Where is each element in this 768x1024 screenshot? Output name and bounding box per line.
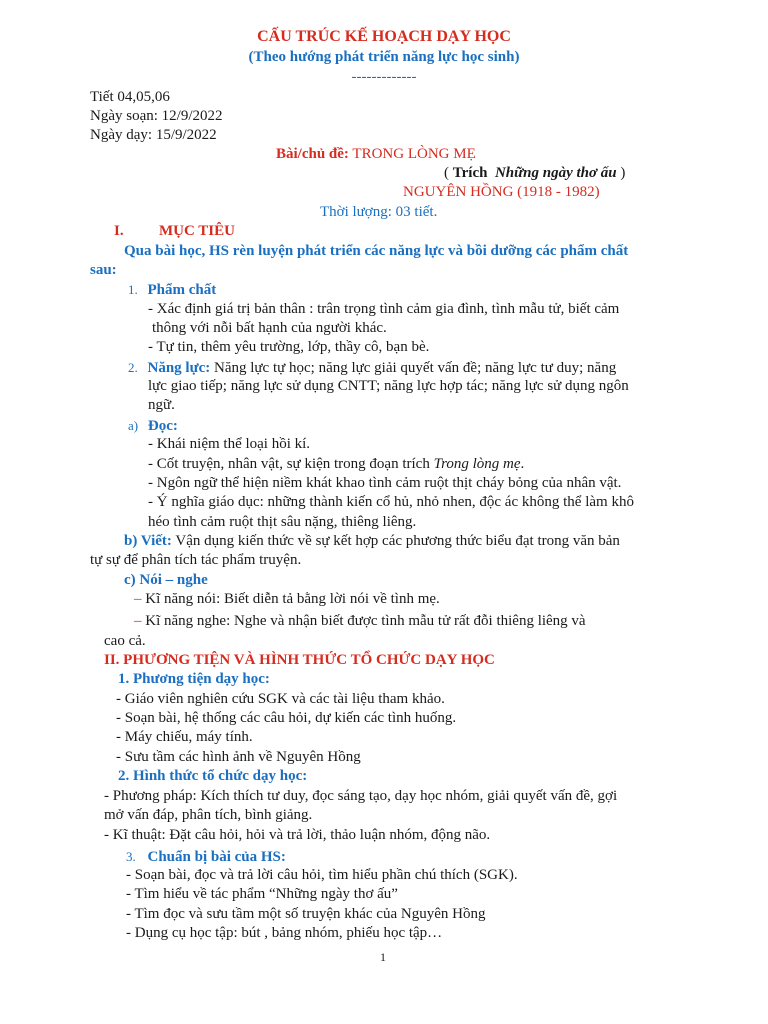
- viet-line2: tự sự để phân tích tác phẩm truyện.: [90, 552, 302, 568]
- noi-nghe-line1: [134, 590, 440, 609]
- noi-nghe-dash2: –: [134, 613, 142, 629]
- chuan-bi-item: - Tìm hiểu về tác phẩm “Những ngày thơ ấu”: [126, 886, 398, 902]
- pham-chat-num: 1.: [128, 282, 138, 297]
- noi-nghe-text1: Kĩ năng nói: Biết diễn tả bằng lời nói về tình mẹ.: [141, 591, 440, 607]
- doc-line5: héo tình cảm ruột thịt sâu nặng, thiêng liêng.: [148, 514, 417, 530]
- section1-intro-line2: sau:: [90, 262, 117, 278]
- chuan-bi-item: - Tìm đọc và sưu tầm một số truyện khác của Nguyên Hồng: [126, 906, 486, 922]
- lesson-author: NGUYÊN HỒNG (1918 - 1982): [403, 184, 600, 200]
- chuan-bi-heading: [126, 847, 286, 867]
- hinh-thuc-line1: - Phương pháp: Kích thích tư duy, đọc sáng tạo, dạy học nhóm, giải quyết vấn đề, gợi: [104, 788, 618, 804]
- chuan-bi-num: 3.: [126, 849, 136, 864]
- doc-subtitle: (Theo hướng phát triển năng lực học sinh): [248, 49, 520, 65]
- chuan-bi-item: - Dụng cụ học tập: bút , bảng nhóm, phiếu học tập…: [126, 925, 443, 941]
- noi-nghe-line2: [134, 612, 586, 631]
- nang-luc-num: 2.: [128, 360, 138, 375]
- phuong-tien-item: - Máy chiếu, máy tính.: [116, 729, 253, 745]
- viet-text1: Vận dụng kiến thức về sự kết hợp các phương thức biểu đạt trong văn bản: [171, 533, 620, 549]
- doc-num: a): [128, 418, 139, 433]
- pham-chat-line2: thông với nỗi bất hạnh của người khác.: [152, 320, 387, 336]
- doc-line4: - Ý nghĩa giáo dục: những thành kiến cổ hủ, nhỏ nhen, độc ác không thể làm khô: [148, 494, 634, 510]
- doc-line1: - Khái niệm thể loại hồi kí.: [148, 436, 311, 452]
- chuan-bi-item: - Soạn bài, đọc và trả lời câu hỏi, tìm hiểu phần chú thích (SGK).: [126, 867, 518, 883]
- section1-roman: I.: [114, 223, 124, 239]
- excerpt-close: ): [616, 165, 626, 181]
- hinh-thuc-line2: mở vấn đáp, phân tích, bình giảng.: [104, 807, 313, 823]
- pham-chat-title: Phẩm chất: [147, 282, 217, 298]
- hinh-thuc-line3: - Kĩ thuật: Đặt câu hỏi, hỏi và trả lời, thảo luận nhóm, động não.: [104, 827, 491, 843]
- doc-line2-pre: - Cốt truyện, nhân vật, sự kiện trong đoạn trích: [148, 456, 434, 472]
- nang-luc-title: Năng lực:: [147, 360, 211, 376]
- phuong-tien-item: - Soạn bài, hệ thống các câu hỏi, dự kiến các tình huống.: [116, 710, 457, 726]
- excerpt-work: Những ngày thơ ấu: [494, 165, 617, 181]
- lesson-name: TRONG LÒNG MẸ: [352, 146, 476, 162]
- doc-line2: [148, 455, 524, 474]
- noi-nghe-title: c) Nói – nghe: [124, 572, 208, 588]
- page-number: 1: [380, 950, 386, 964]
- hinh-thuc-title: 2. Hình thức tổ chức dạy học:: [118, 768, 308, 784]
- phuong-tien-item: - Sưu tầm các hình ảnh về Nguyên Hồng: [116, 749, 361, 765]
- viet-title: b) Viết:: [124, 533, 172, 549]
- pham-chat-line3: - Tự tin, thêm yêu trường, lớp, thầy cô, bạn bè.: [148, 339, 430, 355]
- doc-divider: -------------: [351, 69, 417, 85]
- doc-title: CẤU TRÚC KẾ HOẠCH DẠY HỌC: [257, 28, 511, 45]
- noi-nghe-text2: Kĩ năng nghe: Nghe và nhận biết được tình mẫu tử rất đỗi thiêng liêng và: [141, 613, 586, 629]
- doc-line3: - Ngôn ngữ thể hiện niềm khát khao tình cảm ruột thịt cháy bỏng của nhân vật.: [148, 475, 622, 491]
- excerpt-label: Trích: [452, 165, 488, 181]
- lesson-excerpt: [444, 164, 625, 183]
- prep-date: Ngày soạn: 12/9/2022: [90, 108, 223, 124]
- excerpt-open: (: [444, 165, 453, 181]
- section2-title: II. PHƯƠNG TIỆN VÀ HÌNH THỨC TỔ CHỨC DẠY HỌC: [104, 652, 495, 668]
- lesson-label: Bài/chủ đề:: [276, 146, 349, 162]
- chuan-bi-title: Chuẩn bị bài của HS:: [147, 849, 286, 865]
- lesson-duration: Thời lượng: 03 tiết.: [320, 204, 438, 220]
- phuong-tien-title: 1. Phương tiện dạy học:: [118, 671, 270, 687]
- lesson-period: Tiết 04,05,06: [90, 89, 170, 105]
- phuong-tien-item: - Giáo viên nghiên cứu SGK và các tài liệu tham khảo.: [116, 691, 445, 707]
- nang-luc-line1: [128, 358, 616, 378]
- noi-nghe-dash1: –: [134, 591, 142, 607]
- lesson-heading: [276, 145, 476, 164]
- nang-luc-text1: Năng lực tự học; năng lực giải quyết vấn đề; năng lực tư duy; năng: [210, 360, 617, 376]
- doc-line2-post: .: [520, 456, 525, 472]
- section1-intro-line1: Qua bài học, HS rèn luyện phát triển các năng lực và bồi dưỡng các phẩm chất: [124, 243, 629, 259]
- viet-line1: [124, 532, 620, 551]
- pham-chat-heading: [128, 280, 216, 300]
- doc-line2-italic: Trong lòng mẹ: [433, 456, 521, 472]
- doc-title-label: Đọc:: [147, 418, 178, 434]
- doc-heading: [128, 416, 178, 436]
- teach-date: Ngày dạy: 15/9/2022: [90, 127, 217, 143]
- section1-title: MỤC TIÊU: [159, 223, 235, 239]
- nang-luc-line3: ngữ.: [148, 397, 175, 413]
- noi-nghe-line3: cao cả.: [104, 633, 146, 649]
- pham-chat-line1: - Xác định giá trị bản thân : trân trọng tình cảm gia đình, tình mẫu tử, biết cảm: [148, 301, 620, 317]
- nang-luc-line2: lực giao tiếp; năng lực sử dụng CNTT; năng lực hợp tác; năng lực sử dụng ngôn: [148, 378, 629, 394]
